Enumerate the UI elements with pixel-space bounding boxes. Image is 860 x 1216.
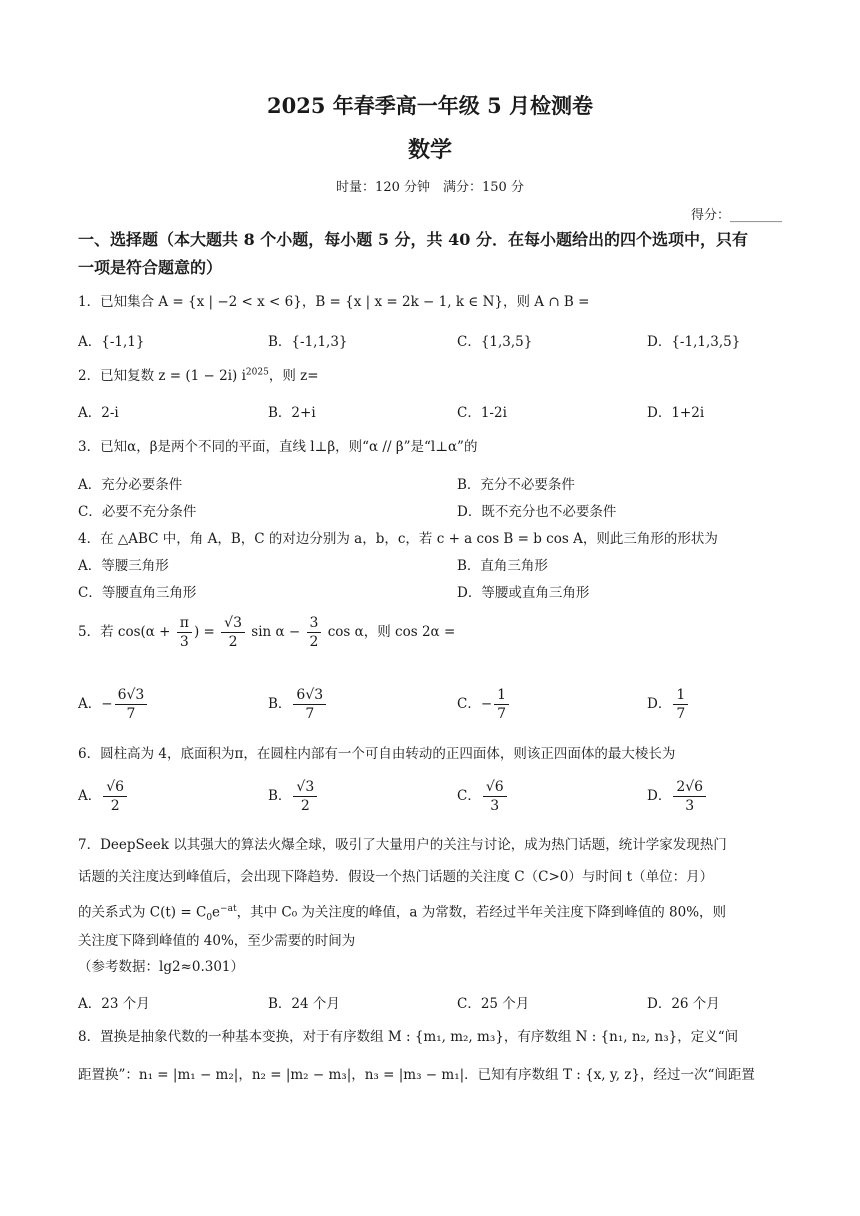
question-2-stem — [78, 364, 319, 384]
q2-option-d[interactable]: D．1+2i — [647, 405, 705, 421]
q1-option-a[interactable]: A．{-1,1} — [78, 334, 145, 350]
q5-option-b-frac — [293, 686, 326, 723]
q6-option-d-label: D． — [647, 788, 672, 804]
q5-option-c-label: C． — [457, 696, 481, 712]
q6-option-a-frac — [103, 778, 127, 815]
q5-option-c-frac — [494, 686, 509, 723]
q5-option-d-den: 7 — [676, 706, 686, 722]
q4-option-b[interactable]: B．直角三角形 — [457, 558, 548, 574]
q6-option-a-num: √6 — [103, 778, 127, 797]
q4-option-c[interactable]: C．等腰直角三角形 — [78, 585, 197, 601]
q8-line-1: 8．置换是抽象代数的一种基本变换，对于有序数组 M : {m₁, m₂, m₃}，有序数组 N : {n₁, n₂, n₃}，定义“间 — [78, 1029, 739, 1045]
q7-line-3-sup: −at — [220, 904, 237, 914]
q3-option-d[interactable]: D．既不充分也不必要条件 — [457, 504, 617, 520]
q5-option-c-num: 1 — [494, 686, 509, 705]
question-5-stem — [78, 614, 455, 651]
section-heading-line-1: 一、选择题（本大题共 8 个小题，每小题 5 分，共 40 分．在每小题给出的四个选项中，只有 — [78, 230, 748, 249]
q7-option-a[interactable]: A．23 个月 — [78, 996, 150, 1012]
q3-option-b[interactable]: B．充分不必要条件 — [457, 477, 575, 493]
q6-option-a-label: A． — [78, 788, 102, 804]
q3-option-a[interactable]: A．充分必要条件 — [78, 477, 183, 493]
subject-title: 数学 — [407, 137, 452, 163]
section-heading-line-2: 一项是符合题意的） — [78, 258, 223, 277]
section-heading — [78, 226, 784, 282]
q5-option-b[interactable] — [268, 686, 328, 723]
q2-option-b[interactable]: B．2+i — [268, 405, 316, 421]
q6-option-b-frac — [293, 778, 317, 815]
q6-option-b[interactable] — [268, 778, 319, 815]
q5-eq: ) = — [193, 624, 220, 640]
q4-option-a[interactable]: A．等腰三角形 — [78, 558, 169, 574]
q7-line-2: 话题的关注度达到峰值后，会出现下降趋势．假设一个热门话题的关注度 C（C>0）与时间 t（单位：月） — [78, 869, 714, 885]
q5-option-b-den: 7 — [305, 706, 315, 722]
q5-frac-num: √3 — [221, 614, 245, 633]
q6-option-d[interactable] — [647, 778, 708, 815]
q5-option-b-num: 6√3 — [293, 686, 326, 705]
q6-option-a[interactable] — [78, 778, 129, 815]
q7-option-c[interactable]: C．25 个月 — [457, 996, 530, 1012]
q5-frac-den: 3 — [179, 634, 189, 650]
q6-option-b-label: B． — [268, 788, 292, 804]
q5-option-b-label: B． — [268, 696, 292, 712]
q2-stem-pre: 2．已知复数 z = (1 − 2i) i — [78, 368, 246, 384]
score-field[interactable]: 得分：________ — [690, 208, 782, 223]
q1-option-d[interactable]: D．{-1,1,3,5} — [647, 334, 741, 350]
q5-option-c[interactable] — [457, 686, 511, 723]
q5-frac-den: 2 — [228, 634, 238, 650]
q6-option-b-den: 2 — [300, 798, 310, 814]
q5-option-a-den: 7 — [126, 706, 136, 722]
q1-option-c[interactable]: C．{1,3,5} — [457, 334, 533, 350]
q5-stem-post: cos α，则 cos 2α = — [323, 624, 456, 640]
q5-frac-den: 2 — [309, 634, 319, 650]
question-1-stem: 1．已知集合 A = {x | −2 < x < 6}，B = {x | x = 2k − 1, k ∈ N}，则 A ∩ B = — [78, 294, 590, 310]
q7-line-1: 7．DeepSeek 以其强大的算法火爆全球，吸引了大量用户的关注与讨论，成为热门话题，统计学家发现热门 — [78, 837, 727, 853]
question-3-stem: 3．已知α，β是两个不同的平面，直线 l⊥β，则“α // β”是“l⊥α”的 — [78, 439, 478, 455]
q7-option-b[interactable]: B．24 个月 — [268, 996, 340, 1012]
q5-stem-pre: 5．若 cos(α + — [78, 624, 175, 640]
q5-option-c-sign: − — [480, 696, 493, 712]
q7-line-3-post: ，其中 C₀ 为关注度的峰值，a 为常数，若经过半年关注度下降到峰值的 80%，则 — [236, 904, 727, 921]
q5-frac-sqrt3-over-2 — [221, 614, 245, 651]
q4-option-d[interactable]: D．等腰或直角三角形 — [457, 585, 590, 601]
q5-option-d-num: 1 — [673, 686, 688, 705]
q1-option-b[interactable]: B．{-1,1,3} — [268, 334, 348, 350]
q2-option-a[interactable]: A．2-i — [78, 405, 119, 421]
question-6-stem: 6．圆柱高为 4，底面积为π，在圆柱内部有一个可自由转动的正四面体，则该正四面体的最大棱长为 — [78, 746, 676, 762]
q5-option-a[interactable] — [78, 686, 149, 723]
q5-option-d-frac — [673, 686, 688, 723]
q6-option-d-den: 3 — [685, 798, 695, 814]
q6-option-c-den: 3 — [490, 798, 500, 814]
exam-meta: 时量：120 分钟 满分：150 分 — [336, 180, 524, 195]
q2-exponent: 2025 — [245, 367, 269, 378]
q5-option-d[interactable] — [647, 686, 690, 723]
q6-option-c-frac — [483, 778, 507, 815]
q5-option-a-label: A． — [78, 696, 102, 712]
question-7-stem — [78, 832, 784, 980]
q6-option-d-frac — [673, 778, 706, 815]
q5-frac-pi-over-3 — [177, 614, 192, 651]
q6-option-c-num: √6 — [483, 778, 507, 797]
q5-option-d-label: D． — [647, 696, 672, 712]
q5-option-a-frac — [115, 686, 148, 723]
exam-title: 2025 年春季高一年级 5 月检测卷 — [267, 93, 593, 118]
q6-option-c-label: C． — [457, 788, 481, 804]
q5-frac-num: π — [177, 614, 192, 633]
question-8-stem — [78, 1024, 784, 1100]
q5-sin: sin α − — [246, 624, 305, 640]
q2-stem-post: ，则 z= — [268, 368, 319, 384]
q2-option-c[interactable]: C．1-2i — [457, 405, 507, 421]
q5-option-a-sign: − — [101, 696, 113, 712]
q6-option-d-num: 2√6 — [673, 778, 706, 797]
q6-option-c[interactable] — [457, 778, 509, 815]
q7-line-3-mid: e — [212, 904, 221, 921]
q7-line-4: 关注度下降到峰值的 40%，至少需要的时间为 — [78, 933, 356, 949]
q7-line-5: （参考数据：lg2≈0.301） — [78, 959, 245, 975]
q6-option-a-den: 2 — [110, 798, 120, 814]
question-4-stem: 4．在 △ABC 中，角 A，B，C 的对边分别为 a，b，c，若 c + a cos B = b cos A，则此三角形的形状为 — [78, 531, 718, 547]
q5-frac-3-over-2 — [307, 614, 322, 651]
q3-option-c[interactable]: C．必要不充分条件 — [78, 504, 197, 520]
q6-option-b-num: √3 — [293, 778, 317, 797]
q7-line-3-pre: 的关系式为 C(t) = C — [78, 904, 207, 921]
q7-option-d[interactable]: D．26 个月 — [647, 996, 720, 1012]
q5-option-a-num: 6√3 — [115, 686, 148, 705]
q5-frac-num: 3 — [307, 614, 322, 633]
q5-option-c-den: 7 — [497, 706, 507, 722]
q7-line-3 — [78, 896, 784, 928]
q7-line-3-sub: 0 — [206, 913, 213, 924]
q8-line-2: 距置换”：n₁ = |m₁ − m₂|，n₂ = |m₂ − m₃|，n₃ = |m₃ − m₁|．已知有序数组 T : {x, y, z}，经过一次“间距置 — [78, 1067, 755, 1083]
